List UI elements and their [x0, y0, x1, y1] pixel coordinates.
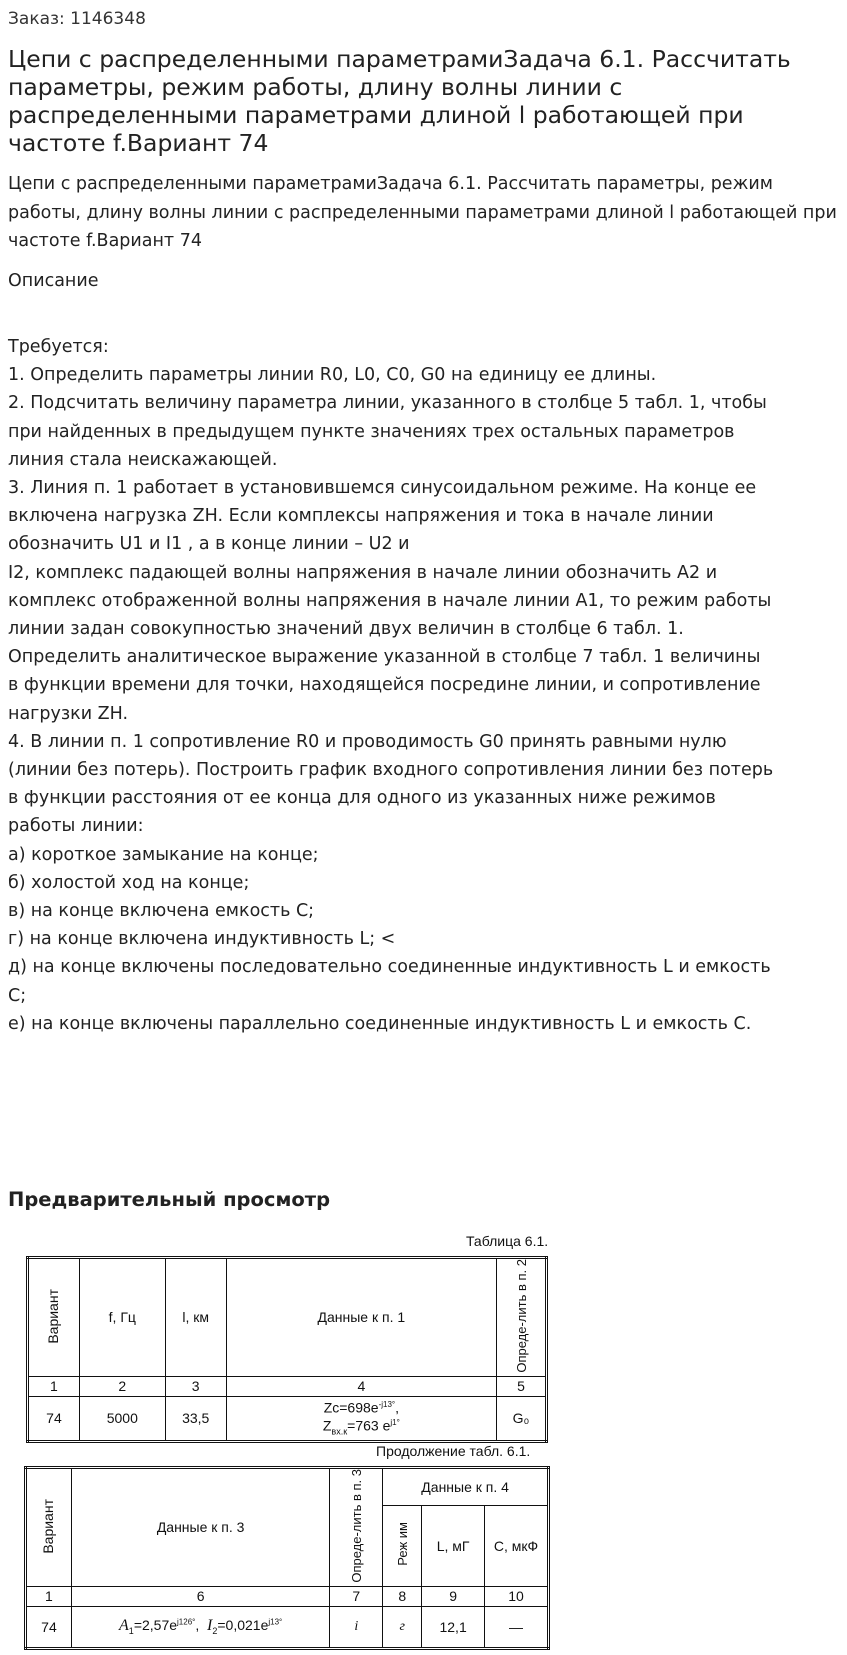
requirements-line: комплекс отображенной волны напряжения в начале линии A1, то режим работы: [8, 590, 772, 611]
table1-col-number: 4: [226, 1376, 496, 1396]
order-number: Заказ: 1146348: [8, 9, 146, 29]
table1-cell-f: 5000: [79, 1396, 165, 1441]
table2-cell-l: 12,1: [422, 1606, 485, 1648]
requirements-text: [8, 333, 843, 1038]
table1-cell-determine2: G₀: [497, 1396, 547, 1441]
requirements-line: нагрузки ZH.: [8, 703, 129, 724]
requirements-line: в функции расстояния от ее конца для одного из указанных ниже режимов: [8, 788, 716, 809]
requirements-line: Определить аналитическое выражение указанной в столбце 7 табл. 1 величины: [8, 647, 761, 668]
requirements-line: г) на конце включена индуктивность L; <: [8, 929, 396, 950]
description-heading: Описание: [8, 271, 99, 291]
page-title: Цепи с распределенными параметрамиЗадача 6.1. Рассчитать параметры, режим работы, длину волны линии с распределенными параметрами длиной l работающей при частоте f.Вариант 74: [8, 45, 791, 157]
table1-col-number: 2: [79, 1376, 165, 1396]
table1-header-determine2: Опреде-лить в п. 2: [497, 1258, 547, 1377]
table1-header-f: f, Гц: [79, 1258, 165, 1377]
table1-cell-data1: $Zc=698e^{-j13^\circ}$, $Z_{вх.к}=763$ $e^{j1^\circ}$: [226, 1396, 496, 1441]
requirements-line: обозначить U1 и I1 , а в конце линии – U2 и: [8, 534, 410, 555]
table1-col-number: 3: [165, 1376, 226, 1396]
requirements-line: (линии без потерь). Построить график входного сопротивления линии без потерь: [8, 760, 774, 781]
table2-header-data4: Данные к п. 4: [383, 1468, 549, 1506]
table1-col-number: 5: [497, 1376, 547, 1396]
requirements-line: 3. Линия п. 1 работает в установившемся синусоидальном режиме. На конце ее: [8, 478, 757, 499]
table1-header-variant: Вариант: [28, 1258, 80, 1377]
table2-header-data3: Данные к п. 3: [71, 1468, 329, 1587]
table2-cell-determine3: i: [330, 1606, 383, 1648]
requirements-line: включена нагрузка ZH. Если комплексы напряжения и тока в начале линии: [8, 506, 714, 527]
requirements-line: Требуется:: [8, 337, 109, 357]
table2-cell-mode: г: [383, 1606, 422, 1648]
table2-col-number: 8: [383, 1586, 422, 1606]
requirements-line: б) холостой ход на конце;: [8, 872, 250, 893]
requirements-line: д) на конце включены последовательно соединенные индуктивность L и емкость: [8, 957, 771, 978]
table1-caption: Таблица 6.1.: [466, 1233, 549, 1249]
requirements-line: 2. Подсчитать величину параметра линии, указанного в столбце 5 табл. 1, чтобы: [8, 393, 767, 414]
table2-header-mode: Реж им: [383, 1505, 422, 1586]
table2-col-number: 7: [330, 1586, 383, 1606]
requirements-line: в) на конце включена емкость C;: [8, 901, 315, 922]
requirements-line: 4. В линии п. 1 сопротивление R0 и проводимость G0 принять равными нулю: [8, 731, 727, 752]
requirements-line: при найденных в предыдущем пункте значениях трех остальных параметров: [8, 421, 735, 442]
requirements-line: C;: [8, 985, 27, 1006]
preview-heading: Предварительный просмотр: [8, 1188, 331, 1211]
table2-cell-data3: $A_1=2,57e^{j126^\circ}$, $I_2=0,021e^{j13^\circ}$: [71, 1606, 329, 1648]
table1-cell-l: 33,5: [165, 1396, 226, 1441]
table1-col-number: 1: [28, 1376, 80, 1396]
table2-header-determine3: Опреде-лить в п. 3: [330, 1468, 383, 1587]
table1-header-l: l, км: [165, 1258, 226, 1377]
table2-cell-c: —: [485, 1606, 549, 1648]
table2-header-variant: Вариант: [26, 1468, 72, 1587]
table1-cell-variant: 74: [28, 1396, 80, 1441]
table2-header-c: C, мкФ: [485, 1505, 549, 1586]
table2-col-number: 1: [26, 1586, 72, 1606]
table2-col-number: 10: [485, 1586, 549, 1606]
table1: [26, 1256, 548, 1443]
table2-header-l: L, мГ: [422, 1505, 485, 1586]
requirements-line: I2, комплекс падающей волны напряжения в начале линии обозначить A2 и: [8, 562, 718, 583]
requirements-line: линии задан совокупностью значений двух величин в столбце 6 табл. 1.: [8, 619, 684, 640]
requirements-line: в функции времени для точки, находящейся посредине линии, и сопротивление: [8, 675, 761, 696]
requirements-line: работы линии:: [8, 816, 144, 837]
table2-cell-variant: 74: [26, 1606, 72, 1648]
requirements-line: 1. Определить параметры линии R0, L0, C0, G0 на единицу ее длины.: [8, 365, 657, 386]
requirements-line: е) на конце включены параллельно соединенные индуктивность L и емкость C.: [8, 1013, 752, 1034]
requirements-line: а) короткое замыкание на конце;: [8, 844, 319, 865]
table2-col-number: 9: [422, 1586, 485, 1606]
table2: [24, 1466, 550, 1650]
table1-header-data1: Данные к п. 1: [226, 1258, 496, 1377]
table2-caption: Продолжение табл. 6.1.: [376, 1443, 531, 1459]
requirements-line: линия стала неискажающей.: [8, 449, 278, 470]
table2-col-number: 6: [71, 1586, 329, 1606]
task-summary: Цепи с распределенными параметрамиЗадача 6.1. Рассчитать параметры, режим работы, длину волны линии с распределенными параметрами длиной l работающей при частоте f.Вариант 74: [8, 174, 837, 251]
